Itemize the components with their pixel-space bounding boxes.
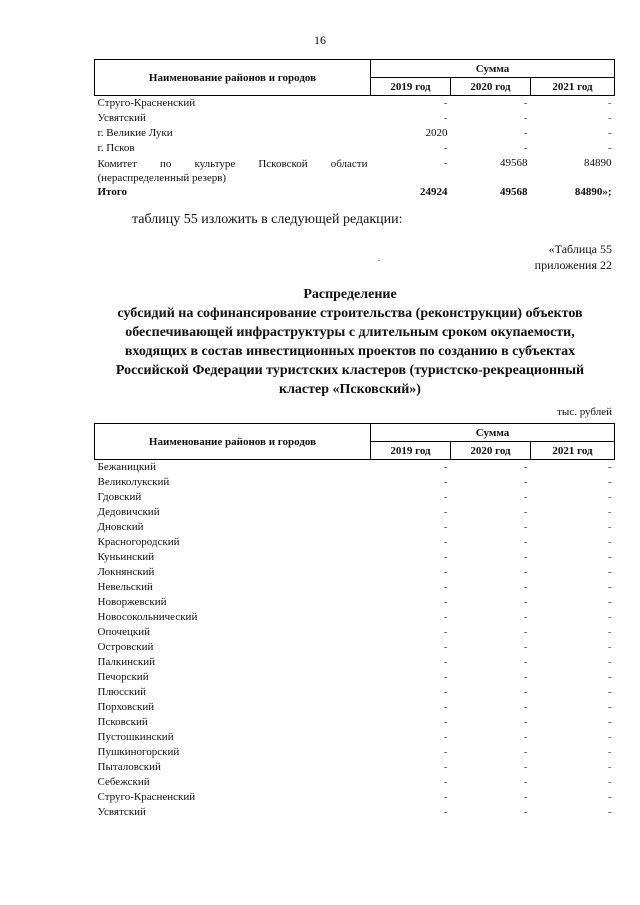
value-2021: -: [607, 611, 612, 623]
value-2019: -: [443, 776, 448, 788]
value-2020: -: [523, 476, 528, 488]
value-2020: -: [523, 491, 528, 503]
value-2021: -: [607, 506, 612, 518]
value-2019: 2020: [425, 127, 448, 139]
value-2019: -: [443, 491, 448, 503]
district-name: Пыталовский: [97, 761, 161, 773]
title-line: субсидий на софинансирование строительства (реконструкции) объектов: [117, 306, 583, 321]
value-2021: -: [607, 97, 612, 109]
scan-speck: [378, 260, 380, 261]
district-name: Островский: [97, 641, 154, 653]
value-2020: -: [523, 581, 528, 593]
title-line: обеспечивающей инфраструктуры с длительным сроком окупаемости,: [125, 325, 575, 340]
value-2019: -: [443, 461, 448, 473]
table-row: [95, 700, 615, 715]
value-2019: -: [443, 566, 448, 578]
value-2020: -: [523, 626, 528, 638]
district-name: Новосокольнический: [97, 611, 198, 623]
value-2019: -: [443, 536, 448, 548]
value-2019: -: [443, 716, 448, 728]
district-name: Комитет по культуре Псковской области (нераспределенный резерв): [97, 158, 368, 184]
total-2019: 24924: [420, 186, 448, 198]
table-row: [95, 565, 615, 580]
district-name: г. Великие Луки: [97, 127, 173, 139]
title-line: Распределение: [303, 287, 397, 302]
value-2020: -: [523, 731, 528, 743]
value-2020: -: [523, 806, 528, 818]
value-2019: -: [443, 701, 448, 713]
column-header-sum: Сумма: [371, 424, 615, 442]
value-2021: -: [607, 142, 612, 154]
table-row: [95, 141, 615, 156]
table-row: [95, 520, 615, 535]
value-2020: -: [523, 506, 528, 518]
value-2021: -: [607, 596, 612, 608]
value-2020: -: [523, 671, 528, 683]
value-2021: -: [607, 701, 612, 713]
value-2020: -: [523, 791, 528, 803]
table-row: [95, 126, 615, 141]
value-2019: -: [443, 112, 448, 124]
value-2020: -: [523, 776, 528, 788]
subsidy-table-55: [94, 423, 615, 820]
table-row: [95, 670, 615, 685]
value-2021: -: [607, 776, 612, 788]
district-name: Опочецкий: [97, 626, 150, 638]
value-2020: -: [523, 701, 528, 713]
table-row: [95, 760, 615, 775]
district-name: Бежаницкий: [97, 461, 156, 473]
value-2021: -: [607, 566, 612, 578]
subsidy-table-continued: [94, 59, 615, 200]
total-row: [95, 185, 615, 200]
column-header-2020: 2020 год: [451, 78, 531, 96]
value-2021: -: [607, 461, 612, 473]
value-2021: -: [607, 626, 612, 638]
instruction-text: таблицу 55 изложить в следующей редакции:: [132, 212, 403, 227]
district-name: Струго-Красненский: [97, 791, 196, 803]
value-2021: -: [607, 641, 612, 653]
value-2021: -: [607, 656, 612, 668]
district-name: Плюсский: [97, 686, 147, 698]
value-2021: -: [607, 476, 612, 488]
column-header-sum: Сумма: [371, 60, 615, 78]
column-header-2021: 2021 год: [531, 442, 615, 460]
document-title: [60, 285, 640, 399]
table-row: [95, 595, 615, 610]
district-name: Куньинский: [97, 551, 155, 563]
table-row: [95, 745, 615, 760]
table-row: [95, 505, 615, 520]
value-2021: -: [607, 491, 612, 503]
value-2020: -: [523, 761, 528, 773]
value-2020: -: [523, 97, 528, 109]
table-caption: [535, 241, 612, 273]
table-row: [95, 775, 615, 790]
value-2021: 84890: [584, 157, 612, 169]
table-row: [95, 580, 615, 595]
total-2021: 84890»;: [574, 186, 612, 198]
value-2019: -: [443, 521, 448, 533]
district-name: Невельский: [97, 581, 153, 593]
value-2019: -: [443, 551, 448, 563]
value-2019: -: [443, 761, 448, 773]
table-row: [95, 156, 615, 185]
title-line: Российской Федерации туристских кластеров (туристско-рекреационный: [115, 363, 585, 378]
value-2021: -: [607, 521, 612, 533]
table-row: [95, 730, 615, 745]
value-2020: -: [523, 127, 528, 139]
value-2019: -: [443, 581, 448, 593]
district-name: Гдовский: [97, 491, 142, 503]
total-label: Итого: [97, 186, 128, 198]
table-row: [95, 550, 615, 565]
table-row: [95, 535, 615, 550]
district-name: Усвятский: [97, 112, 146, 124]
value-2020: 49568: [500, 157, 528, 169]
value-2020: -: [523, 461, 528, 473]
value-2019: -: [443, 97, 448, 109]
value-2019: -: [443, 731, 448, 743]
value-2019: -: [443, 142, 448, 154]
value-2019: -: [443, 611, 448, 623]
table-row: [95, 610, 615, 625]
value-2020: -: [523, 746, 528, 758]
column-header-2019: 2019 год: [371, 78, 451, 96]
table-row: [95, 460, 615, 476]
value-2019: -: [443, 506, 448, 518]
value-2019: -: [443, 806, 448, 818]
value-2020: -: [523, 716, 528, 728]
district-name: Пустошкинский: [97, 731, 174, 743]
district-name: Локнянский: [97, 566, 155, 578]
value-2020: -: [523, 142, 528, 154]
value-2021: -: [607, 581, 612, 593]
district-name: Дновский: [97, 521, 144, 533]
caption-appendix: приложения 22: [534, 258, 612, 272]
value-2020: -: [523, 112, 528, 124]
value-2020: -: [523, 551, 528, 563]
district-name: Красногородский: [97, 536, 180, 548]
column-header-2021: 2021 год: [531, 78, 615, 96]
value-2021: -: [607, 746, 612, 758]
value-2020: -: [523, 566, 528, 578]
value-2021: -: [607, 761, 612, 773]
district-name: Палкинский: [97, 656, 156, 668]
table-row: [95, 490, 615, 505]
district-name: Новоржевский: [97, 596, 167, 608]
value-2020: -: [523, 686, 528, 698]
value-2019: -: [443, 746, 448, 758]
title-line: входящих в состав инвестиционных проектов по созданию в субъектах: [124, 344, 576, 359]
table-row: [95, 640, 615, 655]
value-2021: -: [607, 551, 612, 563]
district-name: Дедовичский: [97, 506, 160, 518]
district-name: Порховский: [97, 701, 155, 713]
table-row: [95, 805, 615, 820]
title-line: кластер «Псковский»): [279, 382, 421, 397]
column-header-2019: 2019 год: [371, 442, 451, 460]
value-2020: -: [523, 596, 528, 608]
value-2019: -: [443, 157, 448, 169]
district-name: Псковский: [97, 716, 148, 728]
value-2020: -: [523, 521, 528, 533]
table-row: [95, 790, 615, 805]
district-name: Печорский: [97, 671, 149, 683]
table-row: [95, 715, 615, 730]
value-2019: -: [443, 476, 448, 488]
value-2019: -: [443, 791, 448, 803]
value-2020: -: [523, 656, 528, 668]
caption-table-number: «Таблица 55: [548, 242, 612, 256]
district-name: Усвятский: [97, 806, 146, 818]
value-2019: -: [443, 626, 448, 638]
value-2021: -: [607, 686, 612, 698]
value-2021: -: [607, 791, 612, 803]
district-name: Великолукский: [97, 476, 170, 488]
table-row: [95, 111, 615, 126]
value-2021: -: [607, 127, 612, 139]
value-2021: -: [607, 716, 612, 728]
value-2020: -: [523, 536, 528, 548]
district-name: Струго-Красненский: [97, 97, 196, 109]
table-row: [95, 625, 615, 640]
value-2021: -: [607, 731, 612, 743]
value-2019: -: [443, 656, 448, 668]
value-2019: -: [443, 596, 448, 608]
value-2021: -: [607, 806, 612, 818]
value-2020: -: [523, 641, 528, 653]
value-2021: -: [607, 536, 612, 548]
district-name: Пушкиногорский: [97, 746, 180, 758]
total-2020: 49568: [500, 186, 528, 198]
units-label: тыс. рублей: [557, 406, 612, 418]
table-row: [95, 96, 615, 112]
page-number: 16: [314, 33, 326, 47]
value-2021: -: [607, 671, 612, 683]
district-name: г. Псков: [97, 142, 135, 154]
value-2021: -: [607, 112, 612, 124]
district-name: Себежский: [97, 776, 150, 788]
table-row: [95, 655, 615, 670]
column-header-name: Наименование районов и городов: [95, 424, 371, 460]
table-row: [95, 475, 615, 490]
column-header-2020: 2020 год: [451, 442, 531, 460]
table-row: [95, 685, 615, 700]
column-header-name: Наименование районов и городов: [95, 60, 371, 96]
value-2019: -: [443, 671, 448, 683]
value-2020: -: [523, 611, 528, 623]
value-2019: -: [443, 686, 448, 698]
value-2019: -: [443, 641, 448, 653]
